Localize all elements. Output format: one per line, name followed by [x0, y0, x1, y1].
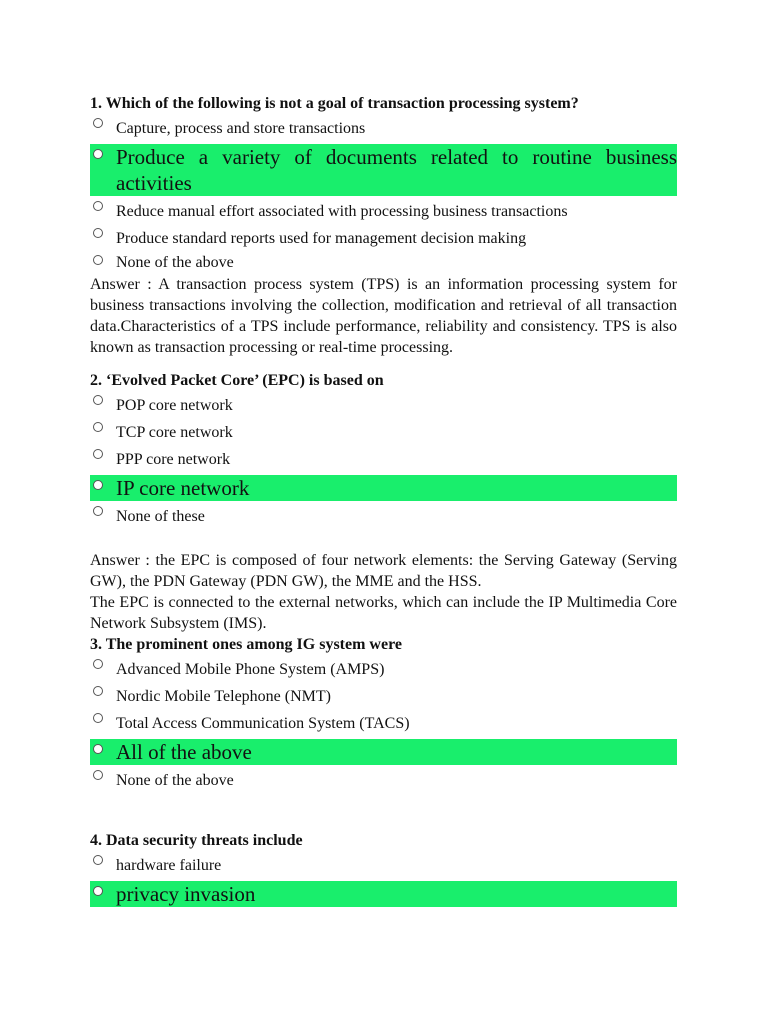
radio-button-icon[interactable] — [93, 149, 103, 159]
radio-button-icon[interactable] — [93, 118, 103, 128]
question-title: 4. Data security threats include — [90, 832, 303, 849]
option[interactable] — [90, 225, 677, 252]
option-label: Produce a variety of documents related to routine business activities — [116, 145, 677, 195]
option[interactable] — [90, 503, 677, 530]
radio-button-icon[interactable] — [93, 228, 103, 238]
option-label: privacy invasion — [116, 882, 256, 906]
option-label: Nordic Mobile Telephone (NMT) — [116, 688, 331, 705]
option-label: Reduce manual effort associated with processing business transactions — [116, 203, 568, 220]
option-label: None of the above — [116, 772, 234, 789]
option[interactable] — [90, 252, 677, 274]
radio-button-icon[interactable] — [93, 886, 103, 896]
radio-button-icon[interactable] — [93, 713, 103, 723]
radio-button-icon[interactable] — [93, 686, 103, 696]
radio-button-icon[interactable] — [93, 744, 103, 754]
option[interactable] — [90, 419, 677, 446]
option-label: Capture, process and store transactions — [116, 120, 366, 137]
option[interactable] — [90, 852, 677, 879]
option-label: Advanced Mobile Phone System (AMPS) — [116, 661, 385, 678]
radio-button-icon[interactable] — [93, 506, 103, 516]
option-label: None of the above — [116, 254, 234, 271]
option-correct[interactable] — [90, 739, 677, 765]
radio-button-icon[interactable] — [93, 770, 103, 780]
question-title: 2. ‘Evolved Packet Core’ (EPC) is based on — [90, 372, 384, 389]
answer-line: The EPC is connected to the external networks, which can include the IP Multimedia Core Network Subsystem (IMS). — [90, 594, 677, 632]
option[interactable] — [90, 767, 677, 794]
option-label: None of these — [116, 508, 205, 525]
question-1 — [90, 93, 677, 358]
answer-explanation — [90, 550, 677, 634]
option[interactable] — [90, 115, 677, 142]
option[interactable] — [90, 198, 677, 225]
radio-button-icon[interactable] — [93, 422, 103, 432]
option[interactable] — [90, 710, 677, 737]
quiz-document — [90, 93, 677, 909]
question-4 — [90, 830, 677, 907]
radio-button-icon[interactable] — [93, 201, 103, 211]
option-label: POP core network — [116, 397, 233, 414]
question-2 — [90, 370, 677, 634]
option[interactable] — [90, 683, 677, 710]
option-label: PPP core network — [116, 451, 231, 468]
answer-line: Answer : the EPC is composed of four network elements: the Serving Gateway (Serving GW), the PDN Gateway (PDN GW), the MME and the HSS. — [90, 552, 677, 590]
radio-button-icon[interactable] — [93, 395, 103, 405]
option[interactable] — [90, 446, 677, 473]
question-3 — [90, 634, 677, 794]
option[interactable] — [90, 656, 677, 683]
option-label: TCP core network — [116, 424, 233, 441]
option-label: IP core network — [116, 476, 250, 500]
option-label: All of the above — [116, 740, 252, 764]
answer-explanation: Answer : A transaction process system (TPS) is an information processing system for business transactions involving the collection, modification and retrieval of all transaction data.Characteristics of a TPS include performance, reliability and consistency. TPS is also known as transaction processing or real-time processing. — [90, 276, 677, 356]
radio-button-icon[interactable] — [93, 449, 103, 459]
option-correct[interactable] — [90, 881, 677, 907]
option-label: Total Access Communication System (TACS) — [116, 715, 410, 732]
option-label: Produce standard reports used for management decision making — [116, 230, 527, 247]
option[interactable] — [90, 392, 677, 419]
radio-button-icon[interactable] — [93, 480, 103, 490]
radio-button-icon[interactable] — [93, 659, 103, 669]
radio-button-icon[interactable] — [93, 255, 103, 265]
option-label: hardware failure — [116, 857, 222, 874]
question-title: 1. Which of the following is not a goal of transaction processing system? — [90, 95, 579, 112]
question-title: 3. The prominent ones among IG system were — [90, 636, 402, 653]
radio-button-icon[interactable] — [93, 855, 103, 865]
option-correct[interactable] — [90, 144, 677, 196]
option-correct[interactable] — [90, 475, 677, 501]
